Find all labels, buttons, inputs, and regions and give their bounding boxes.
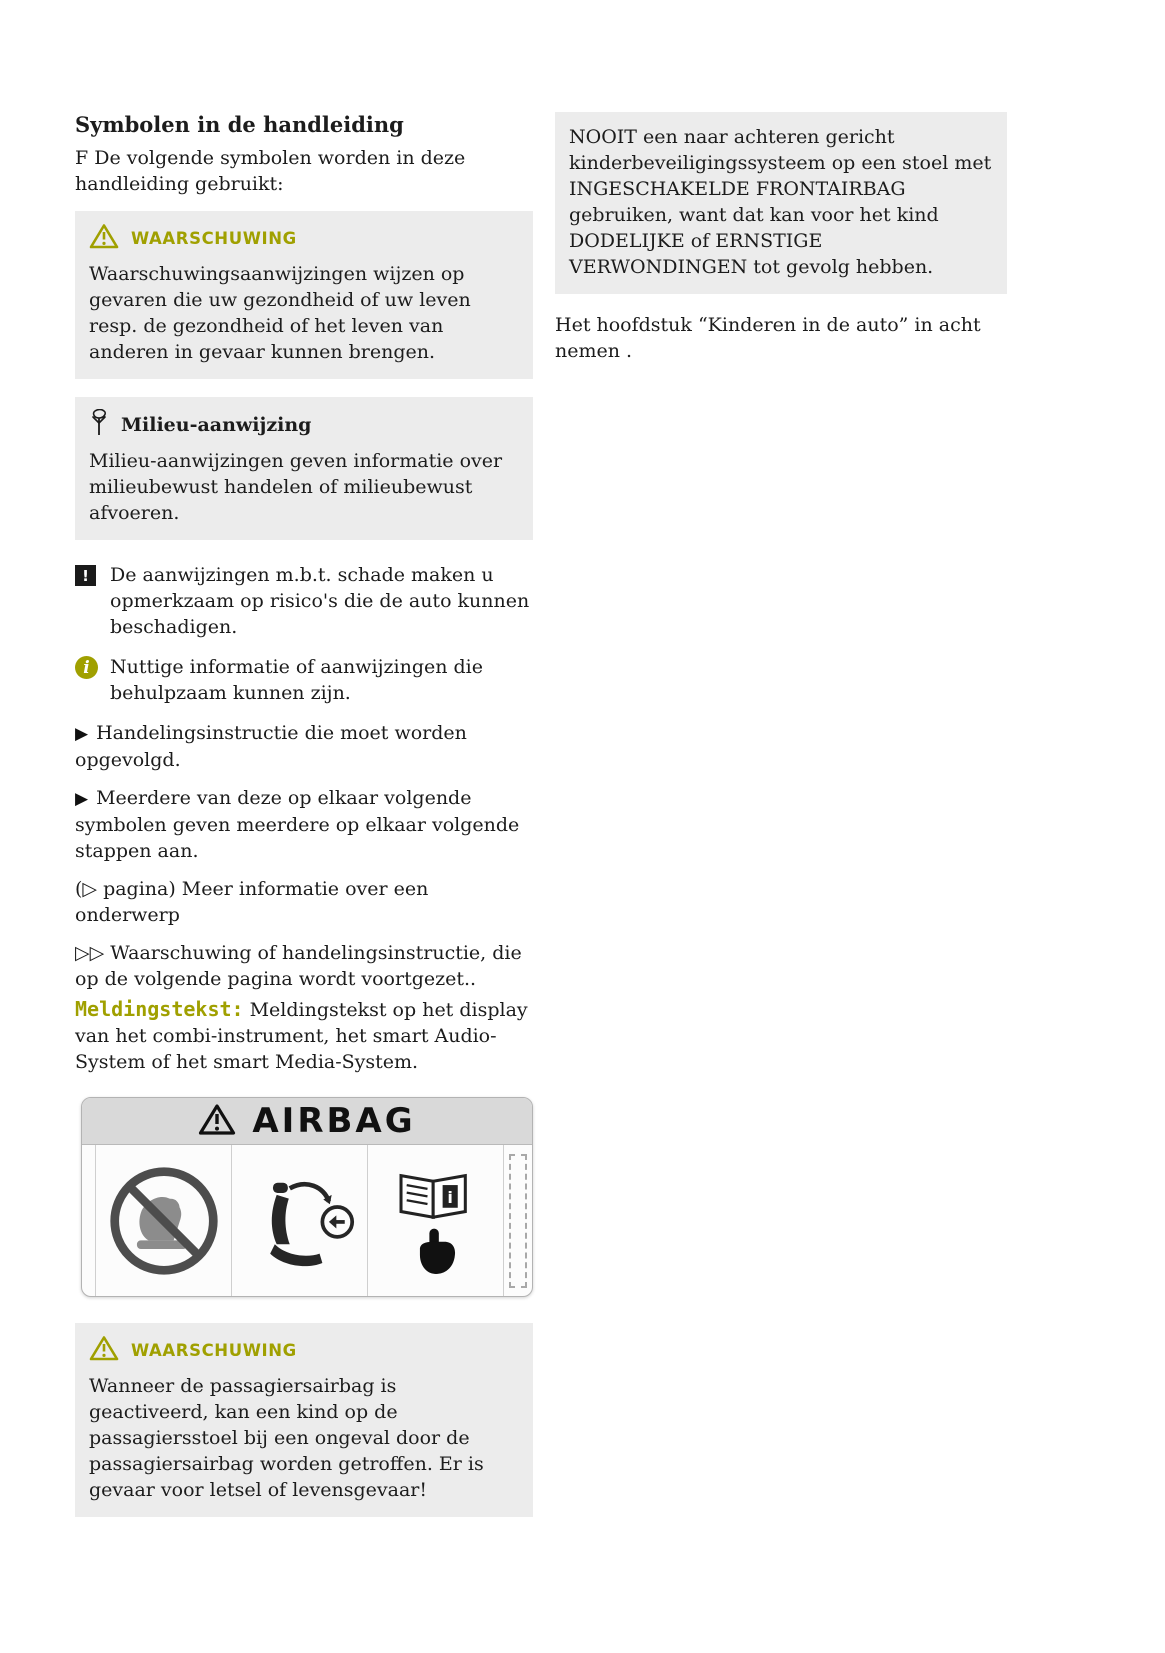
instruction-single-text: Handelingsinstructie die moet worden opgevolgd.	[75, 722, 467, 771]
warning-title: WAARSCHUWING	[131, 1340, 297, 1360]
frontairbag-warning-box	[555, 112, 1007, 294]
dashed-edge	[509, 1154, 527, 1288]
instruction-multi	[75, 785, 533, 864]
message-body: Meldingstekst op het display van het combi-instrument, het smart Audio-System of het smart Media-System.	[75, 999, 528, 1073]
instruction-multi-text: Meerdere van deze op elkaar volgende symbolen geven meerdere op elkaar volgende stappen aan.	[75, 787, 520, 862]
warning-box-2	[75, 1323, 533, 1517]
no-rear-facing-child-seat-icon	[96, 1145, 232, 1297]
info-note-text: Nuttige informatie of aanwijzingen die behulpzaam kunnen zijn.	[110, 656, 483, 704]
action-arrow-icon: ▶	[75, 789, 89, 809]
tree-icon	[89, 409, 109, 440]
left-column	[75, 112, 533, 1517]
warning-box-2-titlerow	[89, 1335, 519, 1365]
action-arrow-icon: ▶	[75, 724, 89, 744]
instruction-single	[75, 720, 533, 773]
airbag-warning-sticker	[81, 1097, 533, 1297]
warning-title: WAARSCHUWING	[131, 228, 297, 248]
environment-title: Milieu-aanwijzing	[121, 413, 312, 436]
continuation-note: ▷▷ Waarschuwing of handelingsinstructie, die op de volgende pagina wordt voortgezet..	[75, 942, 522, 990]
message-label: Meldingstekst:	[75, 997, 244, 1021]
page-reference: (▷ pagina) Meer informatie over een onderwerp	[75, 878, 429, 926]
environment-box-titlerow	[89, 409, 519, 440]
sticker-tearoff-strip	[504, 1145, 532, 1297]
warning-box-1-titlerow	[89, 223, 519, 253]
pointing-hand-icon	[419, 1229, 454, 1274]
sticker-left-strip	[82, 1145, 96, 1297]
airbag-warning-triangle-icon	[198, 1103, 236, 1140]
open-book-icon	[401, 1176, 465, 1218]
info-note	[75, 654, 533, 706]
warning-triangle-icon	[89, 223, 119, 253]
airbag-sticker-header	[82, 1098, 532, 1145]
airbag-sticker-title: AIRBAG	[252, 1101, 416, 1141]
message-text-paragraph	[75, 996, 533, 1075]
environment-body: Milieu-aanwijzingen geven informatie over milieubewust handelen of milieubewust afvoeren.	[89, 450, 503, 524]
warning-box-1	[75, 211, 533, 379]
airbag-deployment-icon	[232, 1145, 368, 1297]
intro-text: F De volgende symbolen worden in deze handleiding gebruikt:	[75, 147, 466, 195]
damage-note-text: De aanwijzingen m.b.t. schade maken u opmerkzaam op risico's die de auto kunnen beschadigen.	[110, 564, 530, 638]
airbag-sticker-body	[82, 1145, 532, 1297]
svg-text:i: i	[446, 1188, 453, 1208]
environment-box	[75, 397, 533, 540]
frontairbag-warning-text: NOOIT een naar achteren gericht kinderbeveiligingssysteem op een stoel met INGESCHAKELDE FRONTAIRBAG gebruiken, want dat kan voor het kind DODELIJKE of ERNSTIGE VERWONDINGEN tot gevolg hebben.	[569, 126, 992, 278]
consult-manual-icon	[368, 1145, 504, 1297]
warning-triangle-icon	[89, 1335, 119, 1365]
chapter-reference-note: Het hoofdstuk “Kinderen in de auto” in acht nemen .	[555, 314, 981, 362]
info-icon: i	[75, 656, 98, 679]
damage-exclamation-icon: !	[75, 565, 96, 586]
damage-note	[75, 562, 533, 640]
right-column	[555, 112, 1007, 364]
page-title: Symbolen in de handleiding	[75, 112, 404, 137]
warning-body: Wanneer de passagiersairbag is geactiveerd, kan een kind op de passagiersstoel bij een ongeval door de passagiersairbag worden getroffen. Er is gevaar voor letsel of levensgevaar!	[89, 1375, 484, 1501]
warning-body: Waarschuwingsaanwijzingen wijzen op gevaren die uw gezondheid of uw leven resp. de gezondheid of het leven van anderen in gevaar kunnen brengen.	[89, 263, 471, 363]
